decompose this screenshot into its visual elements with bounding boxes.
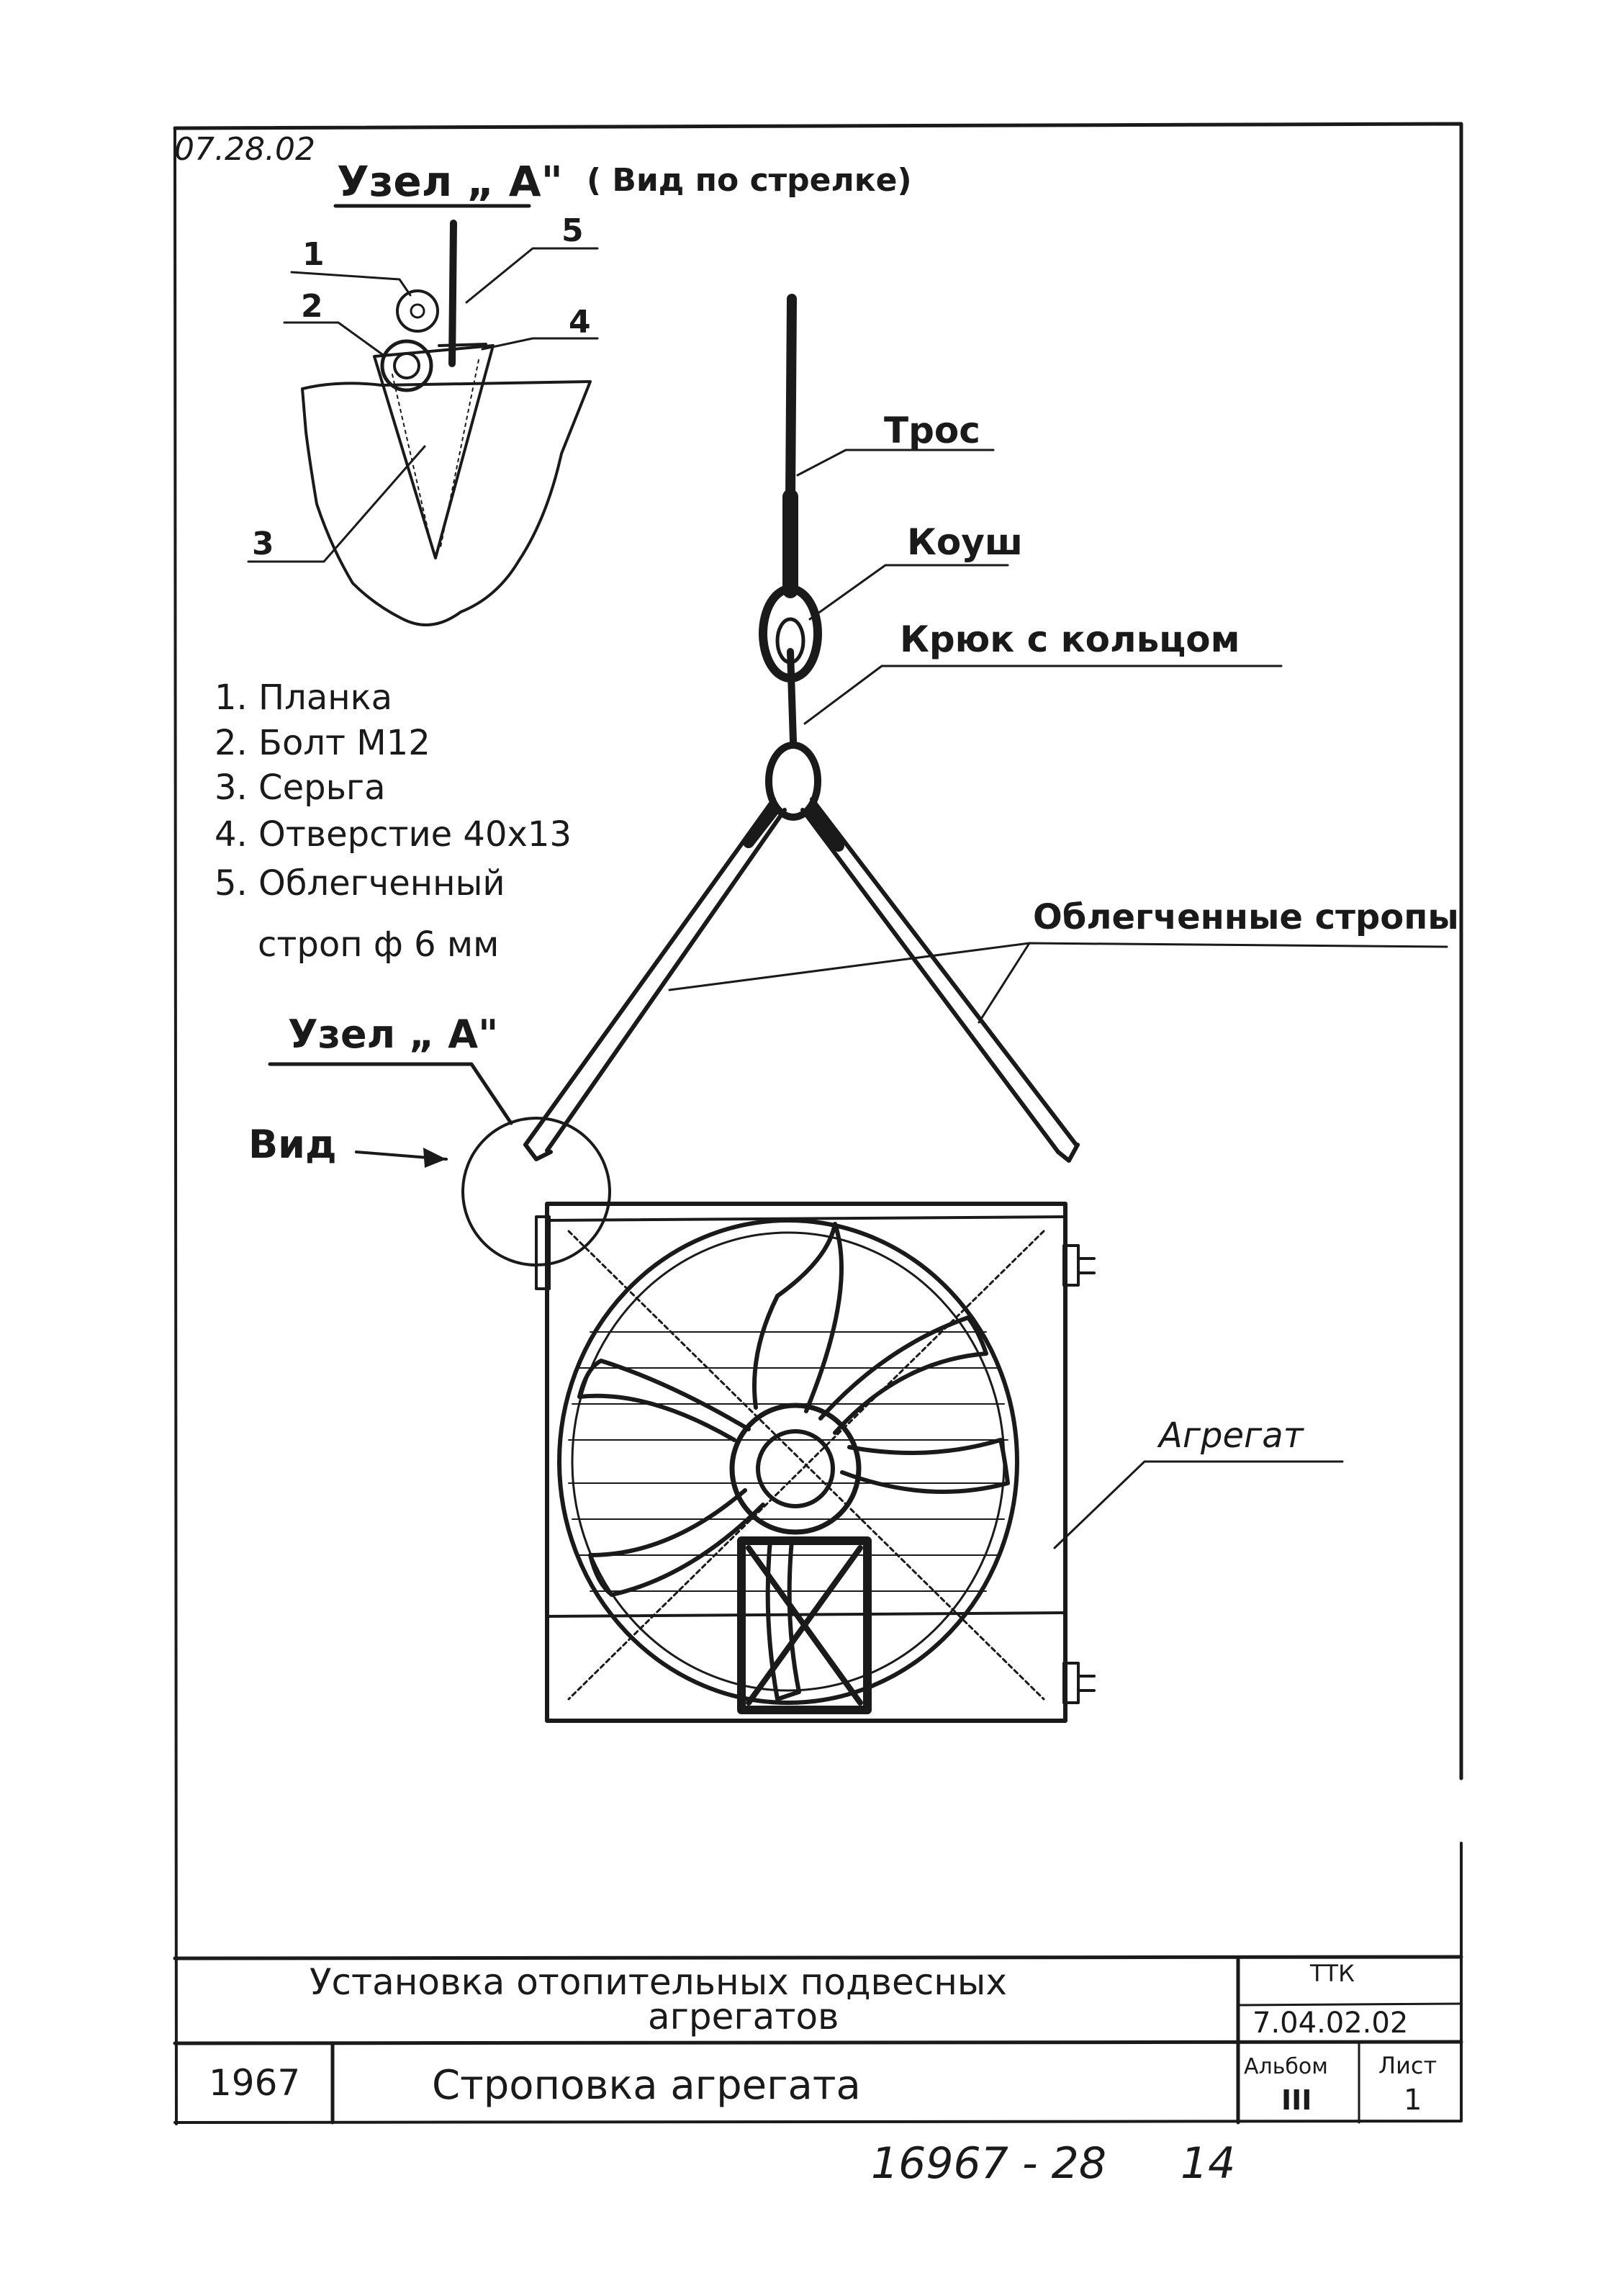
year: 1967: [209, 2062, 301, 2104]
sheet-label: Лист: [1378, 2052, 1437, 2079]
hoist-assembly: [525, 299, 1094, 1721]
legend-item-5: 5. Облегченный: [215, 863, 505, 904]
drawing-code: 07.28.02: [174, 131, 315, 168]
legend-item-5-cont: строп ф 6 мм: [258, 924, 500, 965]
ttk-label: ТТК: [1310, 1960, 1355, 1987]
legend-item-3: 3. Серьга: [215, 767, 386, 808]
detail-title: Узел „ А": [337, 157, 563, 206]
project-title-line2: агрегатов: [648, 1996, 839, 2038]
callout-5: 5: [561, 212, 584, 249]
sheet-value: 1: [1404, 2084, 1422, 2117]
legend-item-4: 4. Отверстие 40х13: [215, 814, 572, 855]
detail-a-drawing: [248, 157, 912, 625]
callout-1: 1: [302, 236, 325, 273]
callout-3: 3: [252, 526, 274, 562]
legend-item-1: 1. Планка: [215, 677, 393, 718]
sheet-frame: [175, 124, 1461, 2124]
detail-subtitle: ( Вид по стрелке): [587, 162, 912, 199]
page-number: 14: [1181, 2138, 1236, 2189]
ttk-number: 7.04.02.02: [1252, 2007, 1409, 2040]
reference-title: Узел „ А": [288, 1012, 499, 1057]
label-slings: Облегченные стропы: [1033, 897, 1459, 937]
label-unit: Агрегат: [1159, 1415, 1304, 1456]
label-thimble: Коуш: [907, 521, 1023, 563]
sheet-title: Строповка агрегата: [432, 2062, 861, 2109]
album-value: III: [1281, 2084, 1312, 2116]
stamp-number: 16967 - 28: [871, 2138, 1107, 2189]
callout-2: 2: [301, 288, 323, 325]
view-label: Вид: [248, 1122, 337, 1167]
legend-item-2: 2. Болт М12: [215, 723, 430, 763]
parts-legend: [215, 677, 572, 965]
label-hook: Крюк с кольцом: [900, 618, 1240, 660]
callout-4: 4: [569, 304, 591, 341]
project-title-line1: Установка отопительных подвесных: [310, 1961, 1007, 2003]
title-block: [175, 1957, 1461, 2122]
label-rope: Трос: [884, 410, 980, 451]
album-label: Альбом: [1244, 2054, 1328, 2079]
